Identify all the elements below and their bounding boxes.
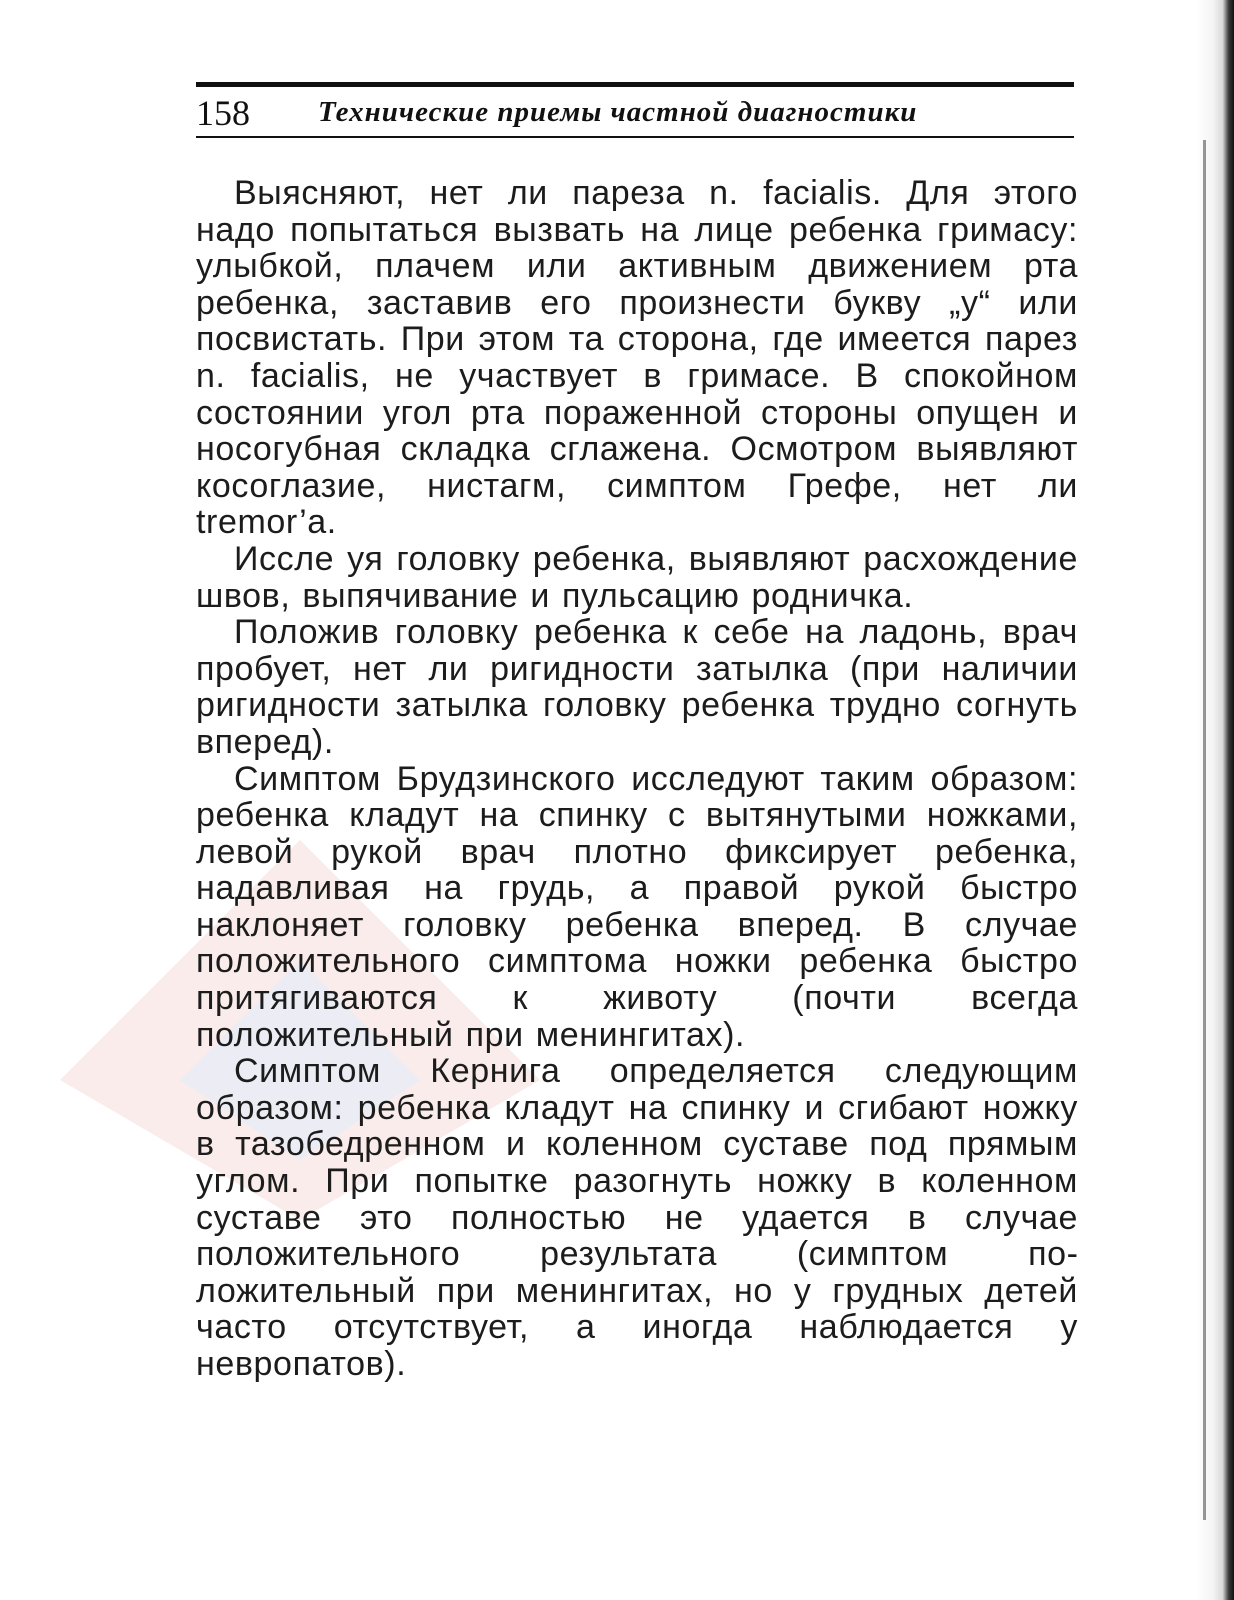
- body-text: [196, 175, 1078, 1383]
- paragraph-kernig-sign: Симптом Кернига определяется следующим образом: ребенка кладут на спинку и сгибают ножку в тазобедренном и коленном суставе под прямым углом. При попытке разогнуть ножку в коленном суставе это полностью не удается в случае положительного результата (симптом положительный при менингитах, но у грудных детей часто отсутствует, а иногда наблюдается у невропатов).: [196, 1052, 1078, 1383]
- page-edge-shadow: [1196, 0, 1234, 1600]
- paragraph-neck-rigidity: Положив головку ребенка к себе на ладонь, врач пробует, нет ли ригидности затылка (при наличии ригидности затылка головку ребенка трудно согнуть вперед).: [196, 613, 1078, 761]
- paragraph-brudzinski-sign: Симптом Брудзинского исследуют таким образом: ребенка кладут на спинку с вытянутыми ножками, левой рукой врач плотно фиксирует ребенка, надавливая на грудь, а правой рукой быстро наклоняет головку ребенка вперед. В случае положительного симптома ножки ребенка быстро притягиваются к животу (почти всегда положительный при менингитах).: [196, 759, 1078, 1054]
- page-number: 158: [196, 93, 250, 133]
- header-bottom-rule: [196, 136, 1074, 138]
- running-title: Технические приемы частной диагностики: [318, 96, 918, 128]
- header-top-rule: [196, 82, 1074, 87]
- page-edge-line: [1203, 140, 1206, 1520]
- paragraph-facial-nerve: Выясняют, нет ли пареза n. facialis. Для этого надо попытаться вызвать на лице ребенка гримасу: улыбкой, плачем или активным движением рта ребенка, заставив его произнести букву „у“ или посвистать. При этом та сторона, где имеется парез n. facialis, не участвует в гримасе. В спокойном состоянии угол рта пораженной стороны опущен и носогубная складка сглажена. Осмотром выявляют косоглазие, нистагм, симптом Грефе, нет ли tremor’a.: [196, 174, 1078, 542]
- running-header: [196, 90, 1074, 136]
- paragraph-head-sutures: Иссле уя головку ребенка, выявляют расхождение швов, выпячивание и пульсацию родничка.: [196, 539, 1078, 615]
